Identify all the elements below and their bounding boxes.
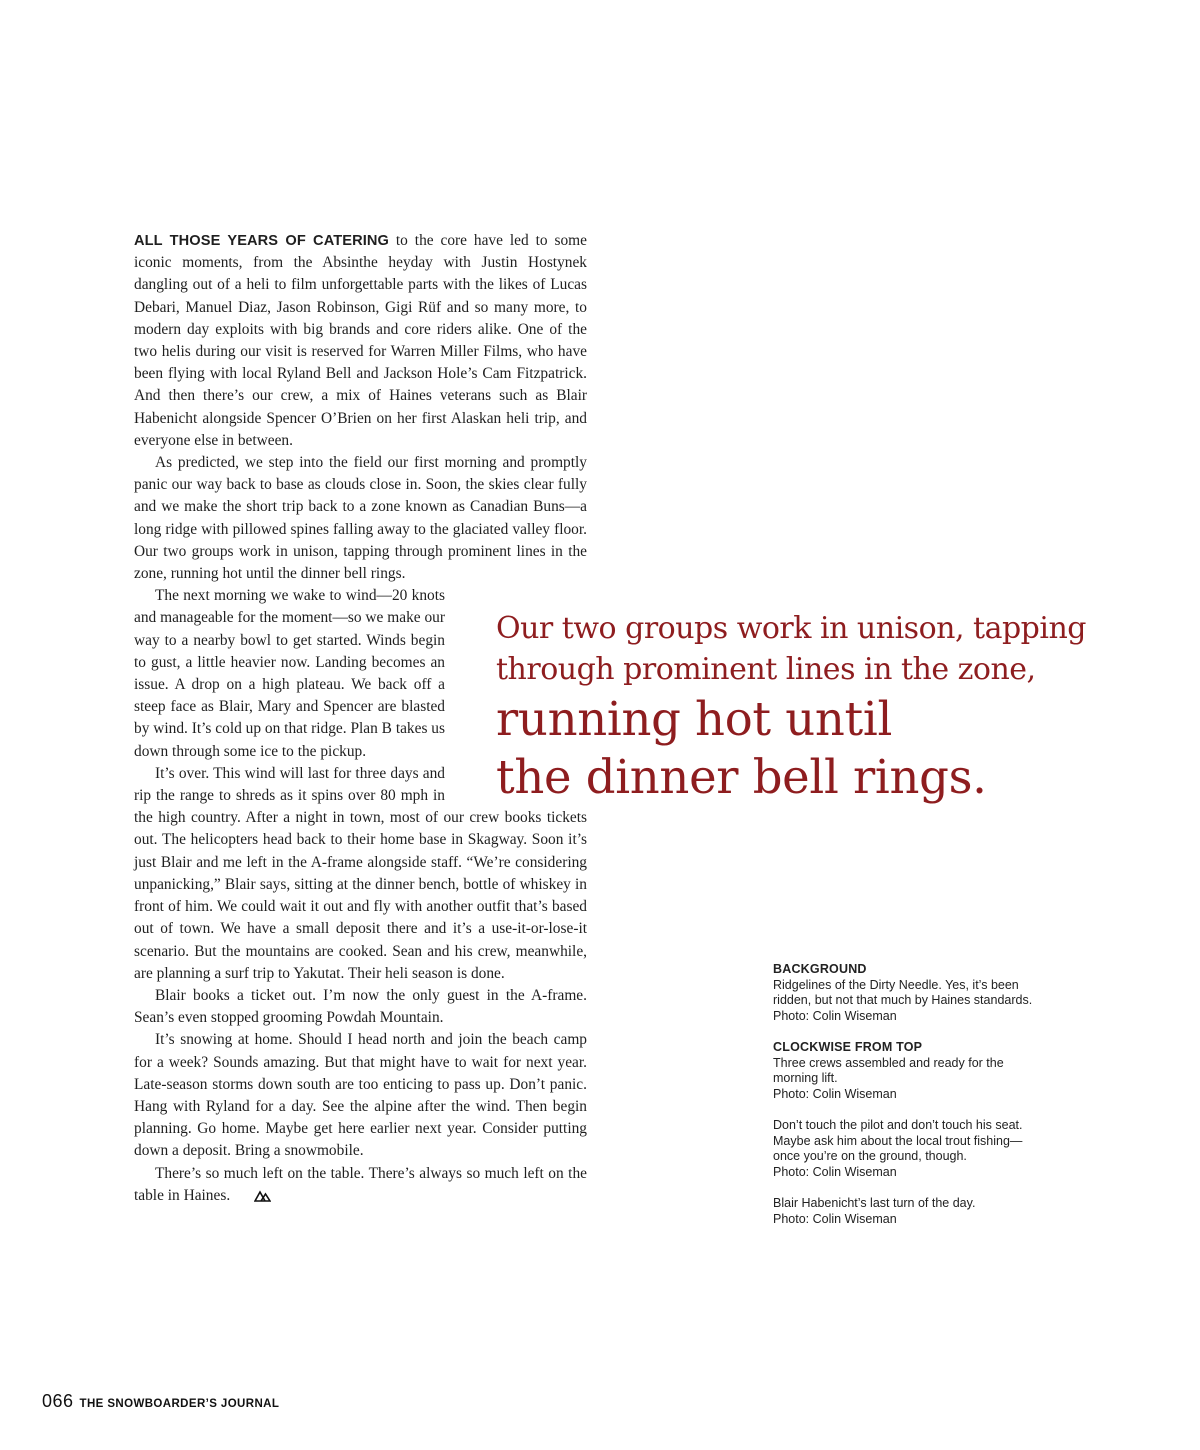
caption-text: Three crews assembled and ready for the morning lift. Photo: Colin Wiseman <box>773 1055 1004 1101</box>
pull-quote-emphasis-line: the dinner bell rings. <box>496 750 987 804</box>
paragraph-text: to the core have led to some iconic moments, from the Absinthe heyday with Justin Hostynek dangling out of a heli to film unforgettable parts with the likes of Lucas Debari, Manuel Diaz, Jason Robinson, Gigi Rüf and so many more, to modern day exploits with big brands and core riders alike. One of the two helis during our visit is reserved for Warren Miller Films, who have been flying with local Ryland Bell and Jackson Hole’s Cam Fitzpatrick. And then there’s our crew, a mix of Haines veterans such as Blair Habenicht alongside Spencer O’Brien on her first Alaskan heli trip, and everyone else in between. <box>134 232 587 449</box>
article-paragraph-7 <box>134 1163 587 1209</box>
article-paragraph-3: The next morning we wake to wind—20 knots and manageable for the moment—so we make our way to a nearby bowl to get started. Winds begin to gust, a little heavier now. Landing becomes an issue. A drop on a high plateau. We back off a steep face as Blair, Mary and Spencer are blasted by wind. It’s cold up on that ridge. Plan B takes us down through some ice to the pickup. <box>134 587 445 760</box>
pull-quote-line: Our two groups work in unison, tapping <box>496 611 1086 646</box>
page-footer <box>42 1391 279 1412</box>
pull-quote <box>496 608 1136 806</box>
lead-in: ALL THOSE YEARS OF CATERING <box>134 233 389 249</box>
photo-captions <box>773 962 1063 1243</box>
article-paragraph-5: Blair books a ticket out. I’m now the only guest in the A-frame. Sean’s even stopped grooming Powdah Mountain. <box>134 986 587 1027</box>
article-paragraph-1 <box>134 230 587 452</box>
caption-text: Ridgelines of the Dirty Needle. Yes, it’s been ridden, but not that much by Haines standards. Photo: Colin Wiseman <box>773 977 1033 1023</box>
article-paragraph-2: As predicted, we step into the field our first morning and promptly panic our way back to base as clouds close in. Soon, the skies clear fully and we make the short trip back to a zone known as Canadian Buns—a long ridge with pillowed spines falling away to the glaciated valley floor. Our two groups work in unison, tapping through prominent lines in the zone, running hot until the dinner bell rings. <box>134 454 587 583</box>
caption-clockwise <box>773 1040 1063 1227</box>
caption-text: Blair Habenicht’s last turn of the day. Photo: Colin Wiseman <box>773 1195 976 1226</box>
article-paragraph-6: It’s snowing at home. Should I head north and join the beach camp for a week? Sounds amazing. But that might have to wait for next year. Late-season storms down south are too enticing to pass up. Don’t panic. Hang with Ryland for a day. See the alpine after the wind. Then begin planning. Go home. Maybe get here earlier next year. Consider putting down a deposit. Bring a snowmobile. <box>134 1031 587 1160</box>
page-number: 066 <box>42 1391 74 1411</box>
caption-heading: CLOCKWISE FROM TOP <box>773 1039 923 1054</box>
paragraph-text: There’s so much left on the table. There’s always so much left on the table in Haines. <box>134 1164 587 1204</box>
pull-quote-line: through prominent lines in the zone, <box>496 652 1036 687</box>
publication-name: THE SNOWBOARDER’S JOURNAL <box>79 1398 280 1410</box>
article-paragraph-4: It’s over. This wind will last for three days and rip the range to shreds as it spins over 80 mph in the high country. After a night in town, most of our crew books tickets out. The helicopters head back to their home base in Skagway. Soon it’s just Blair and me left in the A-frame alongside staff. “We’re considering unpanicking,” Blair says, sitting at the dinner bench, bottle of whiskey in front of him. We could wait it out and fly with another outfit that’s based out of town. We have a small deposit there and it’s a use-it-or-lose-it scenario. But the mountains are cooked. Sean and his crew, meanwhile, are planning a surf trip to Yakutat. Their heli season is done. <box>134 764 587 982</box>
pull-quote-emphasis-line: running hot until <box>496 692 893 746</box>
caption-background <box>773 962 1063 1024</box>
mountain-end-mark-icon <box>233 1187 271 1209</box>
caption-text: Don’t touch the pilot and don’t touch his seat. Maybe ask him about the local trout fishing— once you’re on the ground, though. Photo: Colin Wiseman <box>773 1117 1023 1179</box>
caption-heading: BACKGROUND <box>773 962 867 976</box>
